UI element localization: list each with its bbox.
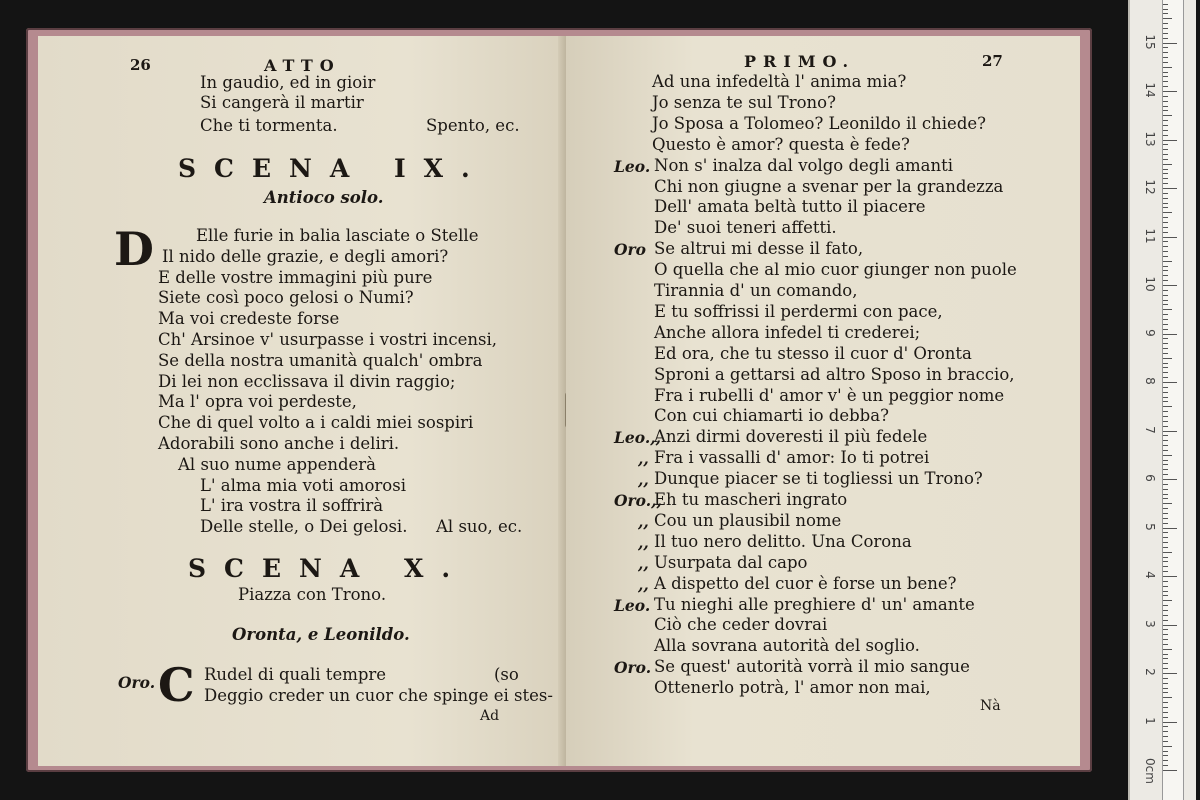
ruler-tick — [1163, 615, 1168, 616]
right-page-number: 27 — [982, 52, 1003, 70]
ruler-tick — [1163, 266, 1168, 267]
ruler-tick — [1163, 639, 1168, 640]
catchword: Ad — [480, 708, 500, 724]
left-running-header: ATTO — [264, 56, 341, 75]
ruler-tick — [1163, 426, 1168, 427]
ruler-tick — [1163, 557, 1168, 558]
ruler-tick — [1163, 654, 1168, 655]
ruler-tick — [1163, 241, 1168, 242]
ruler-tick — [1163, 755, 1168, 756]
measurement-ruler — [1128, 0, 1196, 800]
ruler-number: 2 — [1143, 668, 1157, 676]
ruler-tick — [1163, 86, 1168, 87]
dialogue-line: Chi non giugne a svenar per la grandezza — [654, 176, 1004, 196]
ruler-tick — [1163, 450, 1168, 451]
dialogue-line: Se quest' autorità vorrà il mio sangue — [654, 657, 970, 677]
ruler-tick — [1163, 130, 1168, 131]
ruler-tick — [1163, 43, 1177, 44]
ruler-tick — [1163, 9, 1168, 10]
ruler-tick — [1163, 358, 1172, 359]
verse-cue: Al suo, ec. — [436, 517, 523, 536]
ruler-tick — [1163, 406, 1172, 407]
ruler-tick — [1163, 237, 1177, 238]
ruler-tick — [1163, 707, 1168, 708]
dialogue-line: Jo Sposa a Tolomeo? Leonildo il chiede? — [652, 113, 986, 133]
ruler-tick — [1163, 678, 1168, 679]
ruler-tick — [1163, 246, 1168, 247]
dialogue-line: Dell' amata beltà tutto il piacere — [654, 197, 926, 217]
ruler-number: 6 — [1143, 474, 1157, 482]
ruler-tick — [1163, 649, 1172, 650]
ruler-tick — [1163, 222, 1168, 223]
ruler-tick — [1163, 309, 1172, 310]
verse-line: Siete così poco gelosi o Numi? — [158, 288, 414, 308]
dialogue-line: Cou un plausibil nome — [654, 510, 842, 530]
ruler-tick — [1163, 688, 1168, 689]
ruler-tick — [1163, 498, 1168, 499]
verse-cue: Spento, ec. — [426, 116, 520, 135]
verse-line: Di lei non ecclissava il divin raggio; — [158, 371, 456, 391]
ruler-tick — [1163, 140, 1177, 141]
left-page-number: 26 — [130, 56, 151, 74]
ruler-tick — [1163, 634, 1168, 635]
ruler-tick — [1163, 261, 1172, 262]
ruler-tick — [1163, 198, 1168, 199]
ruler-tick — [1163, 23, 1168, 24]
ruler-tick — [1163, 595, 1168, 596]
verse-line: In gaudio, ed in gioir — [200, 73, 376, 92]
dialogue-line: Sproni a gettarsi ad altro Sposo in braccio, — [654, 364, 1015, 384]
ruler-tick — [1163, 532, 1168, 533]
ruler-number: 0cm — [1143, 758, 1157, 784]
ruler-tick — [1163, 159, 1168, 160]
ruler-tick — [1163, 285, 1177, 286]
ruler-tick — [1163, 227, 1168, 228]
ruler-tick — [1163, 697, 1172, 698]
ruler-tick — [1163, 387, 1168, 388]
ruler-tick — [1163, 363, 1168, 364]
ruler-tick — [1163, 508, 1168, 509]
dialogue-line: Tu nieghi alle preghiere d' un' amante — [654, 594, 975, 614]
dialogue-line: Ed ora, che tu stesso il cuor d' Oronta — [654, 343, 972, 363]
drop-cap-c: C — [158, 658, 195, 712]
ruler-tick — [1163, 164, 1172, 165]
verse-line: Elle furie in balia lasciate o Stelle — [196, 226, 479, 245]
speaker-label: Oro. — [118, 673, 156, 692]
ruler-tick — [1163, 746, 1172, 747]
ruler-tick — [1163, 343, 1168, 344]
ruler-tick — [1163, 620, 1168, 621]
ruler-tick — [1163, 731, 1168, 732]
dialogue-line: E tu soffrissi il perdermi con pace, — [654, 301, 943, 321]
dialogue-line: Non s' inalza dal volgo degli amanti — [654, 155, 954, 175]
verse-line: Rudel di quali tempre — [204, 665, 387, 684]
ruler-tick — [1163, 169, 1168, 170]
ruler-tick — [1163, 178, 1168, 179]
ruler-tick — [1163, 18, 1172, 19]
ruler-tick — [1163, 52, 1168, 53]
ruler-tick — [1163, 275, 1168, 276]
left-page — [38, 36, 566, 766]
ruler-tick — [1163, 392, 1168, 393]
ruler-number: 7 — [1143, 425, 1157, 434]
ruler-tick — [1163, 193, 1168, 194]
ruler-scale — [1143, 0, 1184, 800]
dialogue-line: Usurpata dal capo — [654, 552, 808, 572]
speaker-label: ,, — [638, 449, 649, 469]
ruler-tick — [1163, 668, 1168, 669]
ruler-tick — [1163, 401, 1168, 402]
ruler-tick — [1163, 484, 1168, 485]
ruler-tick — [1163, 173, 1168, 174]
ruler-tick — [1163, 581, 1168, 582]
ruler-tick — [1163, 367, 1168, 368]
ruler-tick — [1163, 4, 1168, 5]
ruler-tick — [1163, 149, 1168, 150]
ruler-tick — [1163, 382, 1177, 383]
ruler-tick — [1163, 469, 1168, 470]
ruler-tick — [1163, 76, 1168, 77]
scene-x-title: SCENA X. — [188, 554, 469, 583]
ruler-tick — [1163, 72, 1168, 73]
ruler-number: 12 — [1143, 179, 1157, 195]
ruler-tick — [1163, 561, 1168, 562]
ruler-number: 8 — [1143, 377, 1157, 385]
ruler-tick — [1163, 576, 1177, 577]
ruler-tick — [1163, 770, 1177, 771]
ruler-tick — [1163, 188, 1177, 189]
verse-line: Che ti tormenta. — [200, 116, 338, 135]
ruler-tick — [1163, 658, 1168, 659]
ruler-tick — [1163, 212, 1172, 213]
ruler-tick — [1163, 566, 1168, 567]
scene-x-persons: Oronta, e Leonildo. — [232, 625, 410, 644]
ruler-number: 14 — [1143, 82, 1157, 98]
ruler-tick — [1163, 542, 1168, 543]
ruler-number: 15 — [1143, 33, 1157, 50]
ruler-tick — [1163, 120, 1168, 121]
ruler-tick — [1163, 736, 1168, 737]
ruler-tick — [1163, 537, 1168, 538]
ruler-tick — [1163, 338, 1168, 339]
right-page — [566, 36, 1080, 766]
ruler-tick — [1163, 644, 1168, 645]
ruler-tick — [1163, 692, 1168, 693]
ruler-tick — [1163, 324, 1168, 325]
speaker-label: ,, — [638, 553, 649, 573]
right-running-header: PRIMO. — [744, 52, 856, 71]
ruler-tick — [1163, 464, 1168, 465]
ruler-tick — [1163, 47, 1168, 48]
dialogue-line: Con cui chiamarti io debba? — [654, 406, 889, 426]
ruler-tick — [1163, 460, 1168, 461]
ruler-tick — [1163, 416, 1168, 417]
dialogue-line: Ottenerlo potrà, l' amor non mai, — [654, 678, 931, 698]
ruler-tick — [1163, 494, 1168, 495]
ruler-tick — [1163, 217, 1168, 218]
ruler-tick — [1163, 304, 1168, 305]
ruler-tick — [1163, 760, 1168, 761]
ruler-tick — [1163, 722, 1177, 723]
ruler-tick — [1163, 183, 1168, 184]
verse-line: L' ira vostra il soffrirà — [200, 496, 384, 516]
verse-line: Ma l' opra voi perdeste, — [158, 392, 357, 412]
speaker-label: ,, — [638, 574, 649, 594]
verse-line: Se della nostra umanità qualch' ombra — [158, 350, 483, 370]
dialogue-line: Dunque piacer se ti togliessi un Trono? — [654, 469, 983, 489]
ruler-tick — [1163, 232, 1168, 233]
drop-cap-d: D — [114, 222, 154, 276]
ruler-tick — [1163, 110, 1168, 111]
ruler-tick — [1163, 295, 1168, 296]
dialogue-line: Questo è amor? questa è fede? — [652, 134, 910, 154]
ruler-tick — [1163, 397, 1168, 398]
scene-ix-title: SCENA IX. — [178, 154, 488, 183]
ruler-tick — [1163, 421, 1168, 422]
verse-line: Al suo nume appenderà — [178, 454, 377, 474]
ruler-tick — [1163, 67, 1172, 68]
ruler-number: 11 — [1143, 227, 1157, 244]
ruler-tick — [1163, 523, 1168, 524]
ruler-tick — [1163, 62, 1168, 63]
speaker-label: Leo.,, — [614, 428, 662, 448]
speaker-label: Leo. — [614, 595, 651, 615]
ruler-tick — [1163, 411, 1168, 412]
ruler-tick — [1163, 207, 1168, 208]
ruler-tick — [1163, 489, 1168, 490]
scene-ix-subtitle: Antioco solo. — [264, 188, 384, 207]
ruler-tick — [1163, 751, 1168, 752]
ruler-tick — [1163, 474, 1168, 475]
verse-line: Ch' Arsinoe v' usurpasse i vostri incensi, — [158, 330, 498, 349]
ruler-tick — [1163, 513, 1168, 514]
dialogue-line: Fra i rubelli d' amor v' è un peggior nome — [654, 385, 1005, 405]
ruler-tick — [1163, 765, 1168, 766]
ruler-tick — [1163, 203, 1168, 204]
ruler-tick — [1163, 503, 1172, 504]
ruler-tick — [1163, 270, 1168, 271]
dialogue-line: Tirannia d' un comando, — [654, 281, 858, 300]
ruler-tick — [1163, 290, 1168, 291]
dialogue-line: Ciò che ceder dovrai — [654, 615, 828, 635]
dialogue-line: A dispetto del cuor è forse un bene? — [654, 573, 957, 593]
ruler-tick — [1163, 280, 1168, 281]
verse-line: Il nido delle grazie, e degli amori? — [162, 246, 449, 266]
ruler-tick — [1163, 251, 1168, 252]
dialogue-line: Anche allora infedel ti crederei; — [654, 322, 921, 342]
ruler-tick — [1163, 528, 1177, 529]
ruler-tick — [1163, 726, 1168, 727]
ruler-tick — [1163, 13, 1168, 14]
ruler-number: 13 — [1143, 130, 1157, 147]
ruler-tick — [1163, 38, 1168, 39]
speaker-label: ,, — [638, 511, 649, 531]
ruler-number: 3 — [1143, 619, 1157, 628]
ruler-tick — [1163, 455, 1172, 456]
ruler-tick — [1163, 377, 1168, 378]
ruler-tick — [1163, 431, 1177, 432]
speaker-label: ,, — [638, 470, 649, 490]
verse-line: Che di quel volto a i caldi miei sospiri — [158, 413, 474, 433]
ruler-tick — [1163, 479, 1177, 480]
ruler-tick — [1163, 717, 1168, 718]
ruler-tick — [1163, 300, 1168, 301]
speaker-label: Oro. — [614, 658, 652, 678]
ruler-tick — [1163, 319, 1168, 320]
dialogue-line: O quella che al mio cuor giunger non puole — [654, 260, 1017, 280]
dialogue-line: Il tuo nero delitto. Una Corona — [654, 531, 912, 551]
ruler-number: 4 — [1143, 571, 1157, 579]
ruler-tick — [1163, 663, 1168, 664]
ruler-tick — [1163, 571, 1168, 572]
ruler-tick — [1163, 625, 1177, 626]
ruler-tick — [1163, 91, 1177, 92]
ruler-tick — [1163, 712, 1168, 713]
ruler-tick — [1163, 605, 1168, 606]
ruler-tick — [1163, 586, 1168, 587]
catchword: Nà — [980, 698, 1001, 714]
ruler-tick — [1163, 591, 1168, 592]
verse-line: Deggio creder un cuor che spinge ei stes- — [204, 686, 553, 705]
speaker-label: Oro — [614, 240, 647, 260]
ruler-tick — [1163, 673, 1177, 674]
ruler-tick — [1163, 435, 1168, 436]
speaker-label: ,, — [638, 532, 649, 552]
ruler-tick — [1163, 683, 1168, 684]
ruler-tick — [1163, 135, 1168, 136]
verse-line: E delle vostre immagini più pure — [158, 267, 433, 287]
verse-carry: (so — [494, 665, 519, 684]
speaker-label: Oro.,, — [614, 491, 662, 510]
ruler-tick — [1163, 144, 1168, 145]
verse-line: Si cangerà il martir — [200, 93, 364, 112]
ruler-tick — [1163, 125, 1168, 126]
scene-x-place: Piazza con Trono. — [238, 585, 387, 604]
ruler-tick — [1163, 610, 1168, 611]
dialogue-line: Alla sovrana autorità del soglio. — [654, 636, 920, 656]
ruler-tick — [1163, 314, 1168, 315]
ruler-tick — [1163, 106, 1168, 107]
dialogue-line: Fra i vassalli d' amor: Io ti potrei — [654, 448, 930, 468]
ruler-tick — [1163, 445, 1168, 446]
ruler-tick — [1163, 440, 1168, 441]
ruler-tick — [1163, 518, 1168, 519]
ruler-tick — [1163, 334, 1177, 335]
ruler-tick — [1163, 702, 1168, 703]
ruler-tick — [1163, 552, 1172, 553]
dialogue-line: Eh tu mascheri ingrato — [654, 490, 848, 509]
ruler-tick — [1163, 81, 1168, 82]
ruler-tick — [1163, 329, 1168, 330]
speaker-label: Leo. — [614, 156, 651, 176]
ruler-tick — [1163, 115, 1172, 116]
ruler-tick — [1163, 96, 1168, 97]
ruler-tick — [1163, 28, 1168, 29]
dialogue-line: Ad una infedeltà l' anima mia? — [652, 72, 907, 91]
dialogue-line: De' suoi teneri affetti. — [654, 218, 837, 238]
ruler-tick — [1163, 547, 1168, 548]
ruler-tick — [1163, 101, 1168, 102]
ruler-number: 5 — [1143, 522, 1157, 531]
ruler-tick — [1163, 353, 1168, 354]
verse-line: Ma voi credeste forse — [158, 309, 340, 329]
verse-line: L' alma mia voti amorosi — [200, 475, 406, 495]
ruler-tick — [1163, 629, 1168, 630]
ruler-tick — [1163, 154, 1168, 155]
ruler-tick — [1163, 372, 1168, 373]
ruler-tick — [1163, 741, 1168, 742]
ruler-number: 1 — [1143, 716, 1157, 725]
dialogue-line: Se altrui mi desse il fato, — [654, 239, 864, 259]
verse-line: Delle stelle, o Dei gelosi. — [200, 517, 408, 537]
ruler-number: 10 — [1143, 276, 1157, 292]
ruler-tick — [1163, 600, 1172, 601]
verse-line: Adorabili sono anche i deliri. — [158, 434, 400, 453]
ruler-tick — [1163, 57, 1168, 58]
ruler-tick — [1163, 256, 1168, 257]
dialogue-line: Jo senza te sul Trono? — [652, 92, 836, 112]
ruler-tick — [1163, 33, 1168, 34]
ruler-tick — [1163, 348, 1168, 349]
dialogue-line: Anzi dirmi doveresti il più fedele — [654, 427, 928, 447]
ruler-number: 9 — [1143, 328, 1157, 337]
